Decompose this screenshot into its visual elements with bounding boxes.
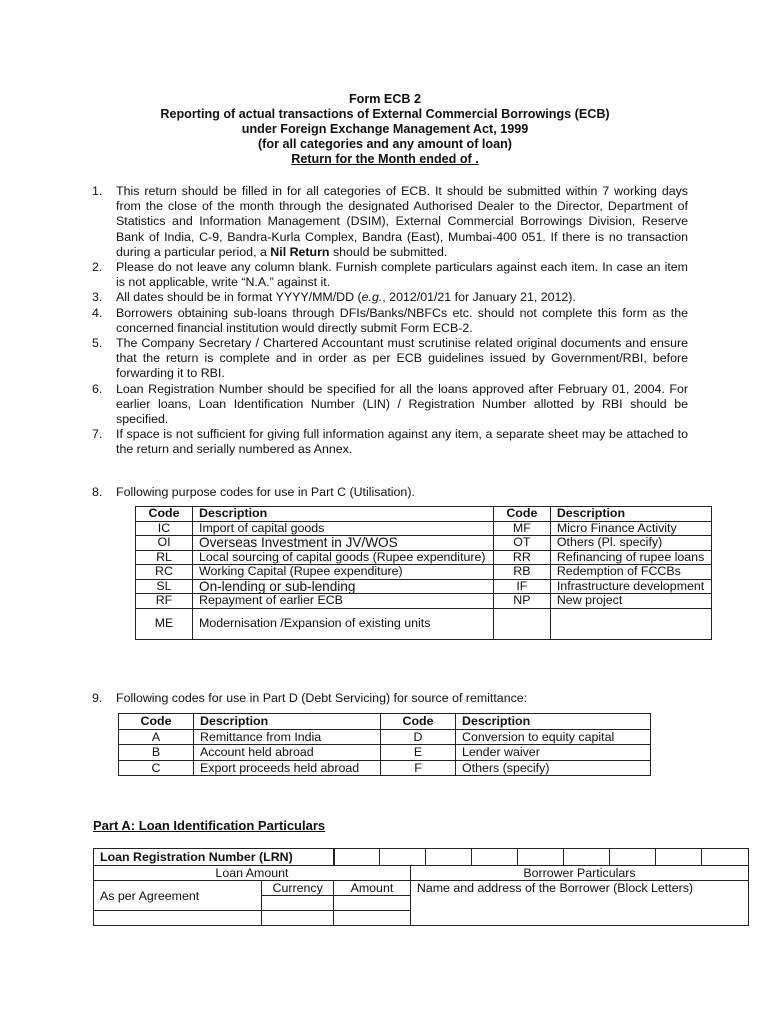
amount-header: Amount [333, 881, 410, 896]
table-row: RL Local sourcing of capital goods (Rupee expenditure) RR Refinancing of rupee loans [136, 550, 712, 565]
lrn-label: Loan Registration Number (LRN) [94, 849, 334, 866]
form-subtitle-line-2: under Foreign Exchange Management Act, 1999 [241, 122, 529, 136]
form-subtitle-line-3: (for all categories and any amount of loan) [257, 137, 512, 151]
currency-field-2[interactable] [262, 911, 334, 926]
table-row: C Export proceeds held abroad F Others (specify) [119, 760, 651, 776]
table-row: RF Repayment of earlier ECB NP New project [136, 594, 712, 609]
borrower-name-field[interactable]: Name and address of the Borrower (Block Letters) [410, 881, 748, 926]
table-header-row: Code Description Code Description [136, 507, 712, 522]
table-row: IC Import of capital goods MF Micro Finance Activity [136, 521, 712, 536]
table-header-row: Code Description Code Description [119, 714, 651, 730]
instruction-item: 1. This return should be filled in for all categories of ECB. It should be submitted within 7 working days from the close of the month through the designated Authorised Dealer to the Director, Department of Statistics and Information Management (DSIM), External Commercial Borrowings Division, Reserve Bank of India, C-9, Bandra-Kurla Complex, Bandra (East), Mumbai-400 051. If there is no transaction during a particular period, a Nil Return should be submitted. [92, 184, 688, 259]
loan-amount-header: Loan Amount [94, 866, 411, 881]
remittance-codes-heading: 9. Following codes for use in Part D (Debt Servicing) for source of remittance: [92, 691, 528, 705]
instruction-item: 3. All dates should be in format YYYY/MM/DD (e.g., 2012/01/21 for January 21, 2012). [92, 290, 576, 305]
lrn-row [94, 849, 749, 866]
table-row: B Account held abroad E Lender waiver [119, 745, 651, 761]
borrower-particulars-header: Borrower Particulars [410, 866, 748, 881]
instruction-item: 6. Loan Registration Number should be specified for all the loans approved after February 01, 2004. For earlier loans, Loan Identification Number (LIN) / Registration Number allotted by RBI should be specified. [92, 381, 688, 427]
return-month-line: Return for the Month ended of . [291, 152, 479, 166]
as-per-agreement-label: As per Agreement [94, 881, 262, 911]
amount-field-2[interactable] [333, 911, 410, 926]
loan-identification-table [93, 848, 749, 926]
instruction-item: 4. Borrowers obtaining sub-loans through DFIs/Banks/NBFCs etc. should not complete this form as the concerned financial institution would directly submit Form ECB-2. [92, 305, 688, 335]
instructions-list [88, 184, 688, 458]
table-row: ME Modernisation /Expansion of existing units [136, 608, 712, 639]
currency-field[interactable] [262, 896, 334, 911]
instruction-item: 5. The Company Secretary / Chartered Accountant must scrutinise related original documents and ensure that the return is complete and in order as per ECB guidelines issued by Government/RBI, before forwarding it to RBI. [92, 336, 688, 381]
lrn-boxes[interactable] [333, 849, 748, 866]
purpose-codes-heading: 8. Following purpose codes for use in Part C (Utilisation). [92, 485, 415, 499]
table-row: OI Overseas Investment in JV/WOS OT Others (Pl. specify) [136, 536, 712, 551]
currency-header: Currency [262, 881, 334, 896]
instruction-item: 7. If space is not sufficient for giving full information against any item, a separate sheet may be attached to the return and serially numbered as Annex. [92, 427, 688, 457]
part-a-heading: Part A: Loan Identification Particulars [93, 818, 326, 833]
table-row: A Remittance from India D Conversion to equity capital [119, 729, 651, 745]
table-row [94, 881, 749, 896]
form-header [0, 92, 770, 167]
section-header-row [94, 866, 749, 881]
table-row: SL On-lending or sub-lending IF Infrastructure development [136, 579, 712, 594]
purpose-codes-table [135, 506, 712, 640]
form-title: Form ECB 2 [348, 92, 422, 106]
amount-field[interactable] [333, 896, 410, 911]
form-subtitle-line-1: Reporting of actual transactions of External Commercial Borrowings (ECB) [160, 107, 610, 121]
instruction-item: 2. Please do not leave any column blank. Furnish complete particulars against each item. In case an item is not applicable, write “N.A.” against it. [92, 260, 688, 290]
remittance-codes-table [118, 713, 651, 776]
table-row: RC Working Capital (Rupee expenditure) RB Redemption of FCCBs [136, 565, 712, 580]
